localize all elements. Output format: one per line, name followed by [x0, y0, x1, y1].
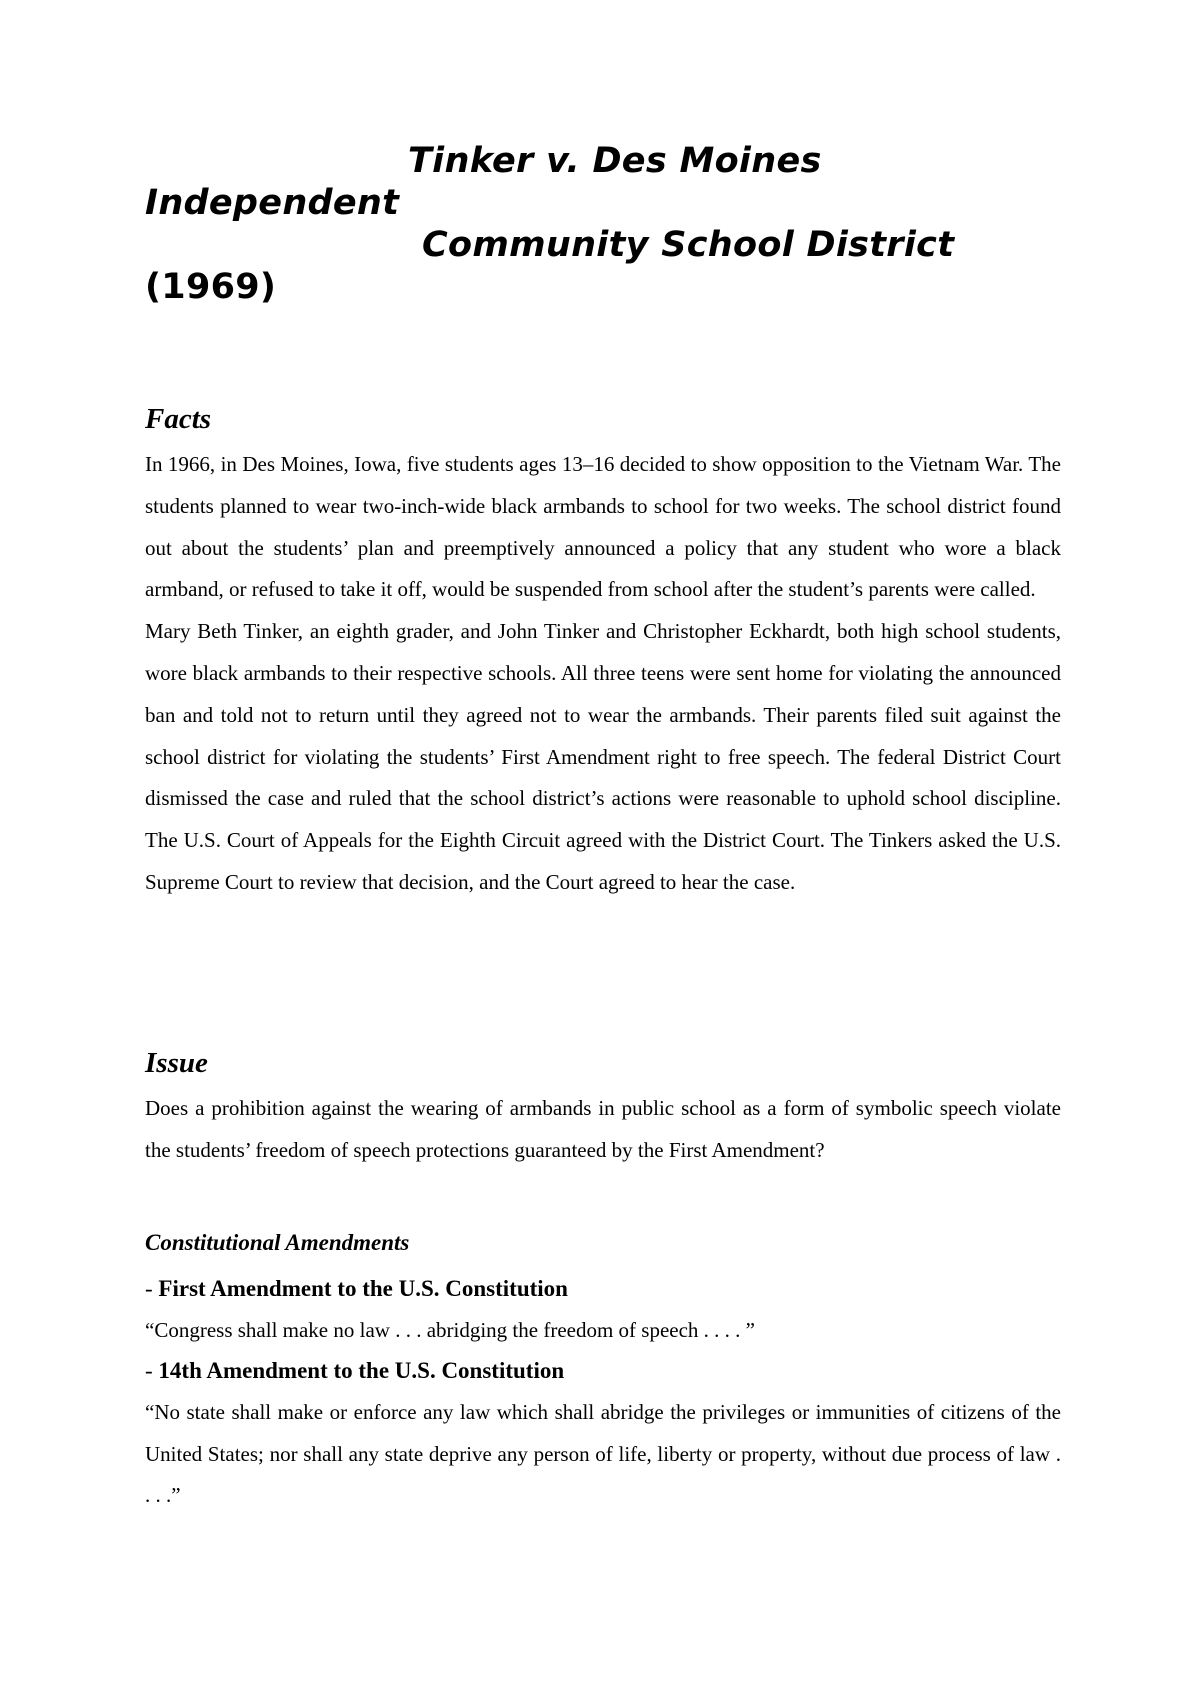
facts-paragraph-1: In 1966, in Des Moines, Iowa, five students ages 13–16 decided to show opposition to the Vietnam War. The students planned to wear two-inch-wide black armbands to school for two weeks. The school district found out about the students’ plan and preemptively announced a policy that any student who wore a black armband, or refused to take it off, would be suspended from school after the student’s parents were called. — [145, 452, 1061, 602]
first-amendment-title: First Amendment to the U.S. Constitution — [158, 1276, 568, 1301]
title-line-2: Independent — [145, 183, 400, 223]
issue-heading: Issue — [145, 1047, 208, 1079]
fourteenth-amendment-quote: “No state shall make or enforce any law which shall abridge the privileges or immunities of citizens of the United States; nor shall any state deprive any person of life, liberty or property, without due process of law . . . .” — [145, 1399, 1061, 1508]
fourteenth-amendment-title: 14th Amendment to the U.S. Constitution — [158, 1357, 565, 1383]
amendments-section — [145, 1226, 1061, 1517]
title-line-4: (1969) — [145, 267, 277, 307]
amendments-heading: Constitutional Amendments — [145, 1230, 410, 1255]
issue-section — [145, 1046, 1061, 1172]
title-line-3: Community School District — [422, 225, 955, 265]
issue-paragraph: Does a prohibition against the wearing of armbands in public school as a form of symbolic speech violate the students’ freedom of speech protections guaranteed by the First Amendment? — [145, 1096, 1061, 1162]
facts-heading: Facts — [145, 403, 212, 435]
title-line-1: Tinker v. Des Moines — [408, 141, 822, 181]
fourteenth-amendment-heading — [145, 1354, 1061, 1388]
facts-section — [145, 402, 1061, 904]
first-amendment-dash: - — [145, 1276, 159, 1301]
fourteenth-amendment-dash: - — [145, 1357, 159, 1383]
first-amendment-heading — [145, 1272, 1061, 1306]
document-title — [145, 140, 1075, 308]
facts-paragraph-2: Mary Beth Tinker, an eighth grader, and John Tinker and Christopher Eckhardt, both high school students, wore black armbands to their respective schools. All three teens were sent home for violating the announced ban and told not to return until they agreed not to wear the armbands. Their parents filed suit against the school district for violating the students’ First Amendment right to free speech. The federal District Court dismissed the case and ruled that the school district’s actions were reasonable to uphold school discipline. The U.S. Court of Appeals for the Eighth Circuit agreed with the District Court. The Tinkers asked the U.S. Supreme Court to review that decision, and the Court agreed to hear the case. — [145, 619, 1061, 894]
first-amendment-quote: “Congress shall make no law . . . abridging the freedom of speech . . . . ” — [145, 1318, 755, 1342]
